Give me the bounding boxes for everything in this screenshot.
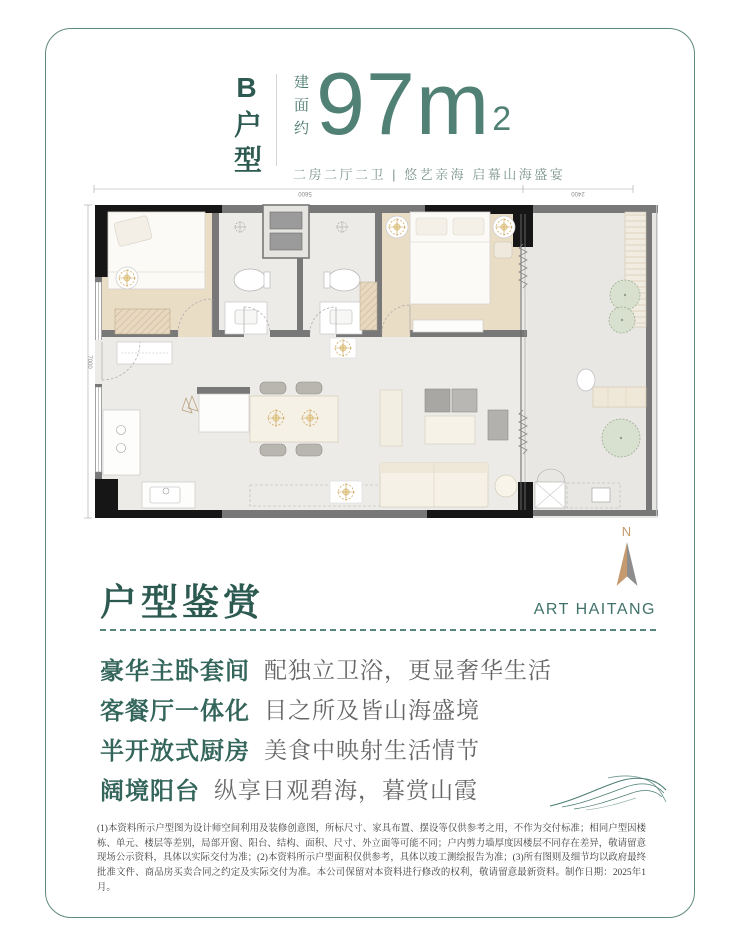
feature-row <box>100 688 640 728</box>
compass <box>605 524 649 595</box>
coffee-table <box>425 416 475 444</box>
floor-plan <box>80 182 665 542</box>
feature-label: 客餐厅一体化 <box>100 698 250 725</box>
brand-logo: ART HAITANG <box>533 601 656 618</box>
chair <box>494 242 512 258</box>
unit-type-label: B户型 <box>231 72 262 180</box>
wardrobe <box>115 309 170 334</box>
area-prefix-label: 建面约 <box>292 74 309 143</box>
balcony-desk <box>593 387 646 407</box>
closet <box>360 282 377 330</box>
section-title: 户型鉴赏 <box>100 583 264 624</box>
feature-label: 阔境阳台 <box>100 778 200 805</box>
feature-desc: 目之所及皆山海盛境 <box>264 697 480 723</box>
feature-desc: 配独立卫浴，更显奢华生活 <box>264 657 552 683</box>
wave-mountain-icon <box>548 766 668 818</box>
disclaimer-text: (1)本资料所示户型图为设计师空间利用及装修创意图，所标尺寸、家具布置、摆设等仅供参考之用，不作为交付标准；相同户型因楼栋、单元、楼层等差别，局部开窗、阳台、结构、面积、尺寸、外立面等可能不同；户内剪力墙厚度因楼层不同存在差异，敬请留意现场公示资料，具体以实际交付为准；(2)本资料所示户型面积仅供参考，具体以竣工测绘报告为准；(3)所有图则及细节均以政府最终批准文件、商品房买卖合同之约定及实际交付为准。本公司保留对本资料进行修改的权利，敬请留意最新资料。制作日期：2025年1月。 <box>97 824 646 893</box>
utility-shaft <box>263 205 309 258</box>
header-divider <box>276 74 277 166</box>
bench <box>413 320 483 332</box>
dim-left: 7000 <box>86 355 92 369</box>
layout-subtitle: 二房二厅二卫 | 悠艺亲海 启幕山海盛宴 <box>293 167 566 182</box>
feature-label: 半开放式厨房 <box>100 738 250 765</box>
feature-label: 豪华主卧套间 <box>100 658 250 685</box>
side-table <box>495 475 517 497</box>
compass-n-label: N <box>621 524 633 539</box>
island <box>199 394 249 432</box>
compass-needle-icon <box>614 540 640 590</box>
feature-row <box>100 648 640 688</box>
tv-console <box>425 389 450 412</box>
toilet <box>234 269 266 291</box>
dining-table <box>250 396 338 442</box>
toilet <box>328 269 360 291</box>
dashed-divider <box>100 629 656 631</box>
feature-desc: 纵享日观碧海，暮赏山霞 <box>214 777 478 803</box>
dim-top-main: 5600 <box>298 190 312 196</box>
feature-desc: 美食中映射生活情节 <box>264 737 480 763</box>
chair <box>577 369 595 391</box>
dim-top-balcony: 2400 <box>571 190 585 196</box>
feature-row <box>100 728 640 768</box>
window <box>95 282 102 472</box>
area-value: 97m <box>316 54 491 153</box>
header <box>231 54 566 192</box>
area-exponent: 2 <box>492 100 512 138</box>
